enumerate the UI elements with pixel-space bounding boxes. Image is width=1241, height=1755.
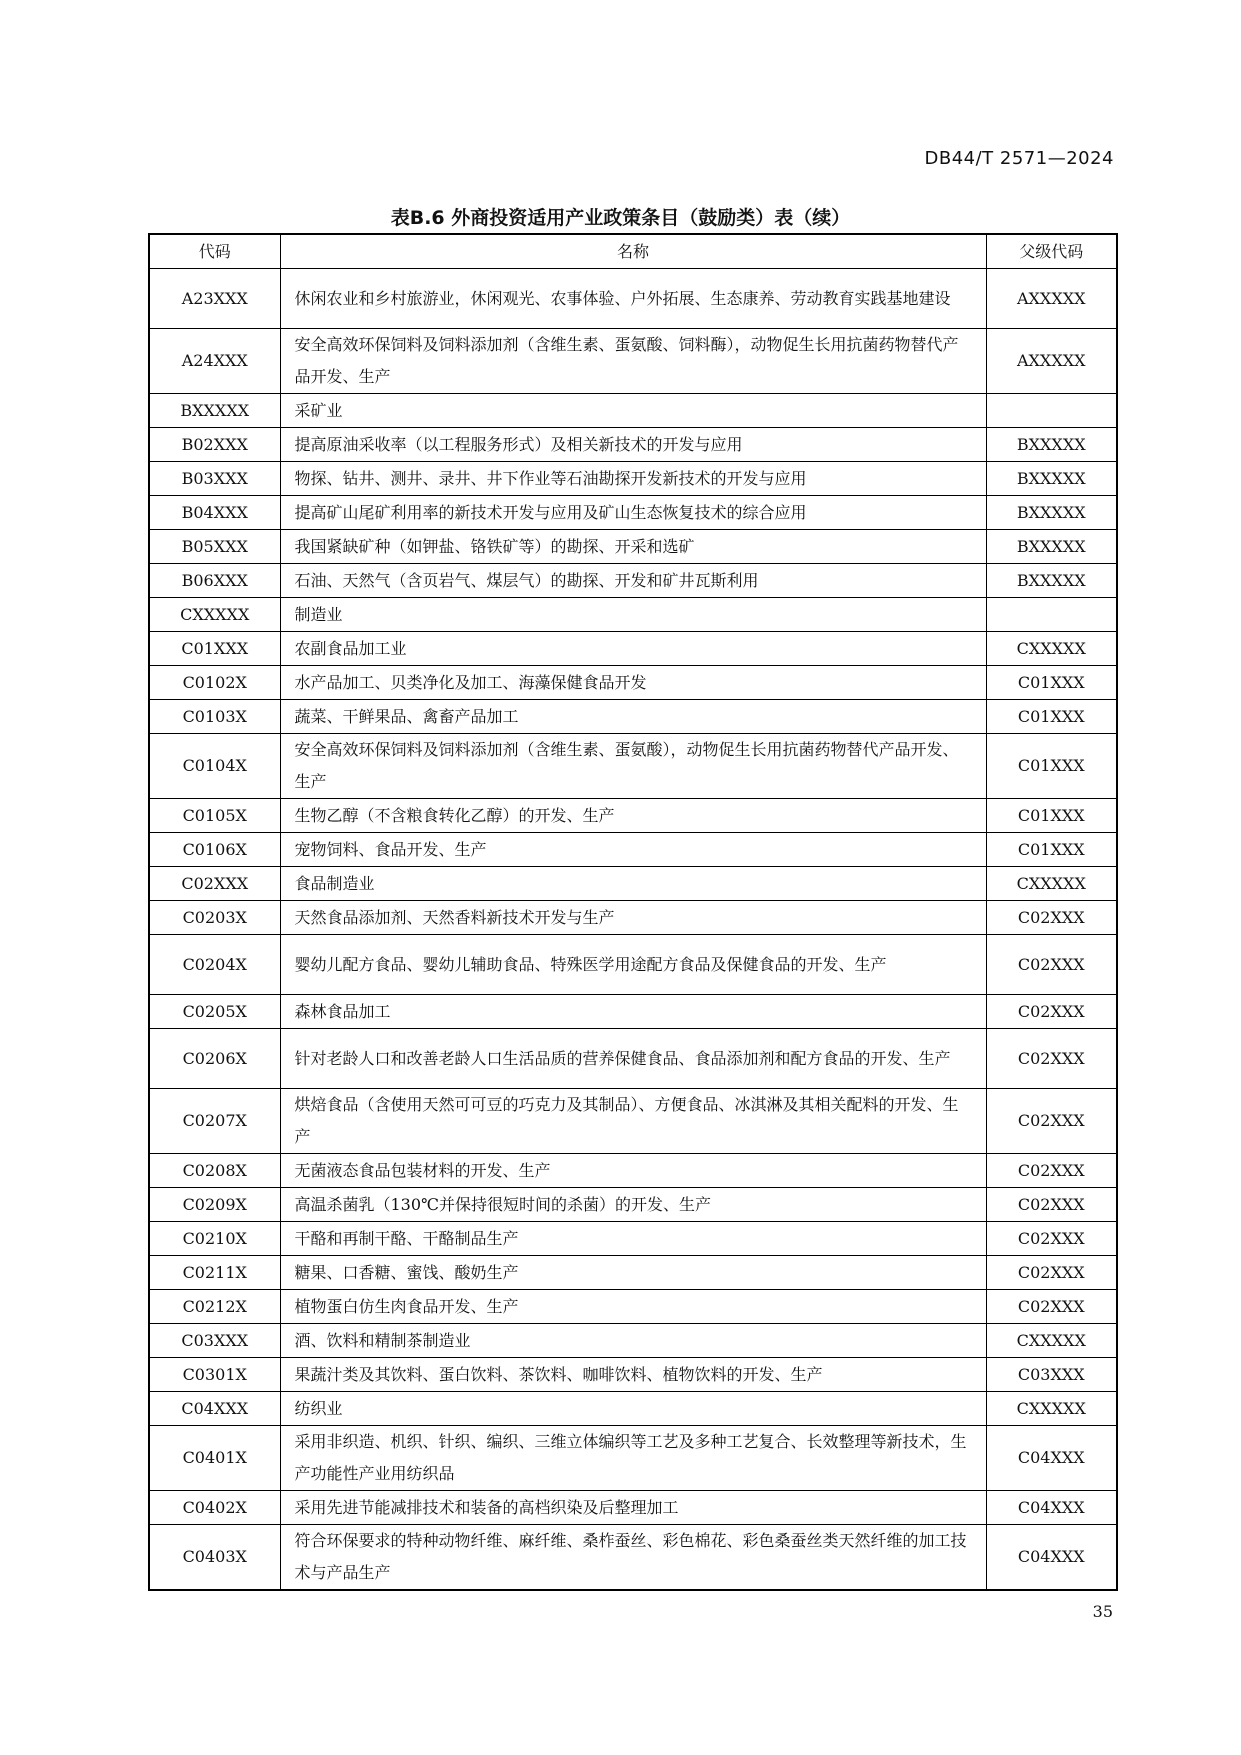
- cell-code: C0212X: [149, 1290, 280, 1324]
- cell-parent-code: CXXXXX: [986, 1392, 1117, 1426]
- column-header-name: 名称: [280, 234, 986, 269]
- cell-name: 干酪和再制干酪、干酪制品生产: [280, 1222, 986, 1256]
- cell-code: A24XXX: [149, 329, 280, 394]
- cell-parent-code: C01XXX: [986, 833, 1117, 867]
- cell-name: 农副食品加工业: [280, 632, 986, 666]
- cell-code: C0102X: [149, 666, 280, 700]
- cell-name: 宠物饲料、食品开发、生产: [280, 833, 986, 867]
- cell-code: C04XXX: [149, 1392, 280, 1426]
- cell-code: C0104X: [149, 734, 280, 799]
- table-body: [149, 269, 1117, 1591]
- cell-parent-code: BXXXXX: [986, 462, 1117, 496]
- cell-parent-code: C02XXX: [986, 1029, 1117, 1089]
- table-row: [149, 1392, 1117, 1426]
- cell-name: 婴幼儿配方食品、婴幼儿辅助食品、特殊医学用途配方食品及保健食品的开发、生产: [280, 935, 986, 995]
- table-row: [149, 700, 1117, 734]
- cell-code: B04XXX: [149, 496, 280, 530]
- cell-code: A23XXX: [149, 269, 280, 329]
- cell-name: 糖果、口香糖、蜜饯、酸奶生产: [280, 1256, 986, 1290]
- table-row: [149, 394, 1117, 428]
- cell-parent-code: C04XXX: [986, 1491, 1117, 1525]
- cell-name: 纺织业: [280, 1392, 986, 1426]
- cell-code: C0106X: [149, 833, 280, 867]
- cell-name: 烘焙食品（含使用天然可可豆的巧克力及其制品）、方便食品、冰淇淋及其相关配料的开发、生产: [280, 1089, 986, 1154]
- cell-name: 安全高效环保饲料及饲料添加剂（含维生素、蛋氨酸），动物促生长用抗菌药物替代产品开发、生产: [280, 734, 986, 799]
- cell-name: 酒、饮料和精制茶制造业: [280, 1324, 986, 1358]
- table-header-row: [149, 234, 1117, 269]
- cell-code: CXXXXX: [149, 598, 280, 632]
- table-row: [149, 598, 1117, 632]
- cell-code: C0210X: [149, 1222, 280, 1256]
- table-row: [149, 530, 1117, 564]
- table-row: [149, 564, 1117, 598]
- cell-parent-code: [986, 394, 1117, 428]
- table-row: [149, 1426, 1117, 1491]
- table-row: [149, 1358, 1117, 1392]
- cell-name: 休闲农业和乡村旅游业，休闲观光、农事体验、户外拓展、生态康养、劳动教育实践基地建设: [280, 269, 986, 329]
- document-code: DB44/T 2571—2024: [924, 148, 1114, 169]
- cell-code: B06XXX: [149, 564, 280, 598]
- cell-name: 天然食品添加剂、天然香料新技术开发与生产: [280, 901, 986, 935]
- cell-name: 提高矿山尾矿利用率的新技术开发与应用及矿山生态恢复技术的综合应用: [280, 496, 986, 530]
- cell-parent-code: C02XXX: [986, 1290, 1117, 1324]
- cell-parent-code: CXXXXX: [986, 1324, 1117, 1358]
- cell-parent-code: C04XXX: [986, 1426, 1117, 1491]
- cell-code: C0208X: [149, 1154, 280, 1188]
- cell-parent-code: C01XXX: [986, 734, 1117, 799]
- cell-name: 采用先进节能减排技术和装备的高档织染及后整理加工: [280, 1491, 986, 1525]
- cell-code: C0209X: [149, 1188, 280, 1222]
- table-row: [149, 496, 1117, 530]
- cell-parent-code: BXXXXX: [986, 428, 1117, 462]
- cell-code: C02XXX: [149, 867, 280, 901]
- cell-code: C0205X: [149, 995, 280, 1029]
- cell-name: 植物蛋白仿生肉食品开发、生产: [280, 1290, 986, 1324]
- cell-name: 物探、钻井、测井、录井、井下作业等石油勘探开发新技术的开发与应用: [280, 462, 986, 496]
- column-header-code: 代码: [149, 234, 280, 269]
- table-row: [149, 1154, 1117, 1188]
- cell-parent-code: C01XXX: [986, 666, 1117, 700]
- cell-name: 提高原油采收率（以工程服务形式）及相关新技术的开发与应用: [280, 428, 986, 462]
- table-row: [149, 833, 1117, 867]
- table-row: [149, 1256, 1117, 1290]
- cell-parent-code: BXXXXX: [986, 564, 1117, 598]
- table-row: [149, 1188, 1117, 1222]
- cell-code: C0401X: [149, 1426, 280, 1491]
- cell-name: 果蔬汁类及其饮料、蛋白饮料、茶饮料、咖啡饮料、植物饮料的开发、生产: [280, 1358, 986, 1392]
- cell-code: B05XXX: [149, 530, 280, 564]
- cell-parent-code: [986, 598, 1117, 632]
- cell-parent-code: C02XXX: [986, 1089, 1117, 1154]
- cell-parent-code: C01XXX: [986, 700, 1117, 734]
- cell-code: B03XXX: [149, 462, 280, 496]
- cell-parent-code: C02XXX: [986, 1256, 1117, 1290]
- table-row: [149, 1525, 1117, 1591]
- table-row: [149, 1324, 1117, 1358]
- cell-parent-code: C02XXX: [986, 1154, 1117, 1188]
- table-row: [149, 1290, 1117, 1324]
- table-row: [149, 1029, 1117, 1089]
- table-row: [149, 632, 1117, 666]
- column-header-parent-code: 父级代码: [986, 234, 1117, 269]
- table-row: [149, 269, 1117, 329]
- cell-name: 制造业: [280, 598, 986, 632]
- table-row: [149, 428, 1117, 462]
- cell-name: 符合环保要求的特种动物纤维、麻纤维、桑柞蚕丝、彩色棉花、彩色桑蚕丝类天然纤维的加工技术与产品生产: [280, 1525, 986, 1591]
- cell-parent-code: C04XXX: [986, 1525, 1117, 1591]
- cell-parent-code: C02XXX: [986, 935, 1117, 995]
- cell-parent-code: C01XXX: [986, 799, 1117, 833]
- cell-parent-code: CXXXXX: [986, 632, 1117, 666]
- table-row: [149, 666, 1117, 700]
- industry-policy-table: [148, 233, 1118, 1591]
- cell-code: C0105X: [149, 799, 280, 833]
- cell-name: 高温杀菌乳（130℃并保持很短时间的杀菌）的开发、生产: [280, 1188, 986, 1222]
- cell-code: B02XXX: [149, 428, 280, 462]
- cell-parent-code: C02XXX: [986, 901, 1117, 935]
- cell-name: 无菌液态食品包装材料的开发、生产: [280, 1154, 986, 1188]
- cell-code: C0402X: [149, 1491, 280, 1525]
- cell-name: 采矿业: [280, 394, 986, 428]
- cell-name: 安全高效环保饲料及饲料添加剂（含维生素、蛋氨酸、饲料酶），动物促生长用抗菌药物替代产品开发、生产: [280, 329, 986, 394]
- cell-parent-code: BXXXXX: [986, 496, 1117, 530]
- page-number: 35: [1092, 1602, 1113, 1621]
- table-row: [149, 734, 1117, 799]
- table-title: 表B.6 外商投资适用产业政策条目（鼓励类）表（续）: [390, 207, 851, 229]
- table-row: [149, 1222, 1117, 1256]
- table-row: [149, 867, 1117, 901]
- cell-name: 针对老龄人口和改善老龄人口生活品质的营养保健食品、食品添加剂和配方食品的开发、生产: [280, 1029, 986, 1089]
- table-row: [149, 935, 1117, 995]
- cell-name: 森林食品加工: [280, 995, 986, 1029]
- cell-code: C0207X: [149, 1089, 280, 1154]
- table-row: [149, 329, 1117, 394]
- cell-code: C01XXX: [149, 632, 280, 666]
- cell-name: 石油、天然气（含页岩气、煤层气）的勘探、开发和矿井瓦斯利用: [280, 564, 986, 598]
- cell-code: BXXXXX: [149, 394, 280, 428]
- cell-code: C0204X: [149, 935, 280, 995]
- table-row: [149, 1089, 1117, 1154]
- cell-parent-code: C02XXX: [986, 1188, 1117, 1222]
- cell-code: C0203X: [149, 901, 280, 935]
- cell-code: C03XXX: [149, 1324, 280, 1358]
- cell-parent-code: C02XXX: [986, 995, 1117, 1029]
- cell-code: C0403X: [149, 1525, 280, 1591]
- table-row: [149, 462, 1117, 496]
- cell-parent-code: C03XXX: [986, 1358, 1117, 1392]
- cell-name: 采用非织造、机织、针织、编织、三维立体编织等工艺及多种工艺复合、长效整理等新技术，生产功能性产业用纺织品: [280, 1426, 986, 1491]
- cell-name: 水产品加工、贝类净化及加工、海藻保健食品开发: [280, 666, 986, 700]
- cell-parent-code: CXXXXX: [986, 867, 1117, 901]
- cell-code: C0103X: [149, 700, 280, 734]
- table-row: [149, 995, 1117, 1029]
- table-row: [149, 1491, 1117, 1525]
- cell-name: 我国紧缺矿种（如钾盐、铬铁矿等）的勘探、开采和选矿: [280, 530, 986, 564]
- cell-code: C0211X: [149, 1256, 280, 1290]
- cell-parent-code: AXXXXX: [986, 269, 1117, 329]
- cell-parent-code: AXXXXX: [986, 329, 1117, 394]
- table-row: [149, 799, 1117, 833]
- cell-parent-code: C02XXX: [986, 1222, 1117, 1256]
- cell-name: 蔬菜、干鲜果品、禽畜产品加工: [280, 700, 986, 734]
- cell-parent-code: BXXXXX: [986, 530, 1117, 564]
- table-row: [149, 901, 1117, 935]
- cell-name: 食品制造业: [280, 867, 986, 901]
- cell-code: C0206X: [149, 1029, 280, 1089]
- cell-name: 生物乙醇（不含粮食转化乙醇）的开发、生产: [280, 799, 986, 833]
- cell-code: C0301X: [149, 1358, 280, 1392]
